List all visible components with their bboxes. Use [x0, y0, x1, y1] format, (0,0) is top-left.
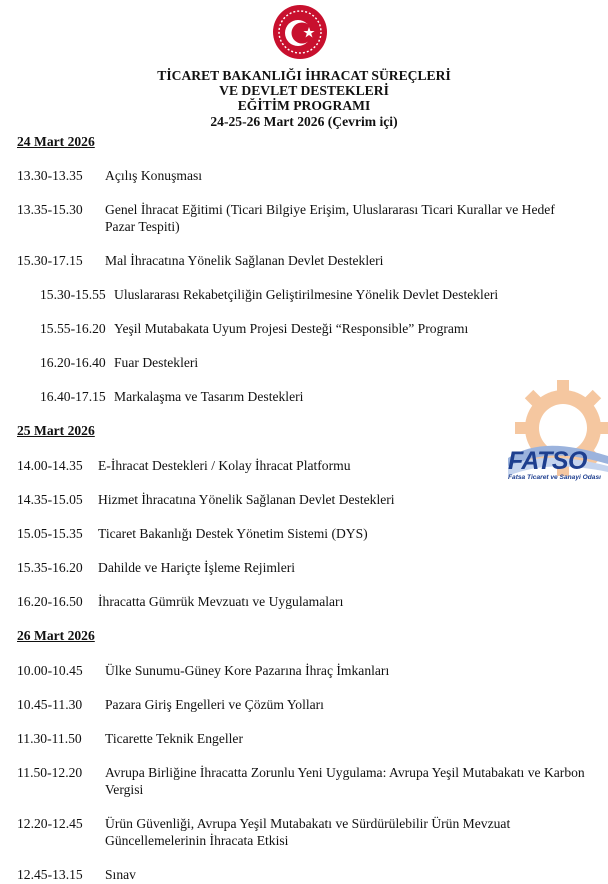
session-title: Ülke Sunumu-Güney Kore Pazarına İhraç İmkanları	[105, 663, 390, 678]
session-title: Pazara Giriş Engelleri ve Çözüm Yolları	[105, 697, 324, 712]
program-title-line-3: EĞİTİM PROGRAMI	[237, 98, 371, 113]
session-title: Avrupa Birliğine İhracatta Zorunlu Yeni Uygulama: Avrupa Yeşil Mutabakatı ve Karbon Vergisi	[105, 765, 585, 797]
session-time: 10.45-11.30	[17, 697, 83, 712]
session-time: 12.45-13.15	[17, 867, 83, 882]
schedule-row	[17, 457, 585, 474]
session-title: Yeşil Mutabakata Uyum Projesi Desteği “Responsible” Programı	[114, 321, 469, 336]
fatso-watermark-label: FATSO	[508, 447, 587, 475]
schedule-row	[17, 525, 585, 542]
schedule-row	[17, 252, 585, 269]
day-heading-2: 25 Mart 2026	[17, 423, 95, 438]
session-time: 10.00-10.45	[17, 663, 83, 678]
session-time: 14.35-15.05	[17, 492, 83, 507]
schedule-subrow	[40, 388, 585, 405]
ministry-logo	[271, 3, 329, 61]
schedule-row	[17, 167, 585, 184]
schedule-row	[17, 730, 585, 747]
session-title: Markalaşma ve Tasarım Destekleri	[114, 389, 304, 404]
session-title: İhracatta Gümrük Mevzuatı ve Uygulamaları	[98, 594, 344, 609]
schedule-row	[17, 559, 585, 576]
session-time: 13.30-13.35	[17, 168, 83, 183]
session-time: 16.20-16.40	[40, 355, 106, 370]
session-time: 13.35-15.30	[17, 202, 83, 217]
session-title: Ticarette Teknik Engeller	[105, 731, 243, 746]
session-time: 11.30-11.50	[17, 731, 82, 746]
session-title: Mal İhracatına Yönelik Sağlanan Devlet Destekleri	[105, 253, 384, 268]
schedule-row	[17, 815, 585, 849]
fatso-watermark-subtitle: Fatsa Ticaret ve Sanayi Odası	[508, 474, 601, 481]
day-heading-3: 26 Mart 2026	[17, 628, 95, 643]
session-title: E-İhracat Destekleri / Kolay İhracat Platformu	[98, 458, 351, 473]
session-title: Uluslararası Rekabetçiliğin Geliştirilmesine Yönelik Devlet Destekleri	[114, 287, 499, 302]
schedule-subrow	[40, 286, 585, 303]
session-time: 15.35-16.20	[17, 560, 83, 575]
session-title: Fuar Destekleri	[114, 355, 199, 370]
session-time: 11.50-12.20	[17, 765, 83, 780]
schedule-row	[17, 696, 585, 713]
session-time: 15.55-16.20	[40, 321, 106, 336]
schedule-row	[17, 201, 585, 235]
program-title-line-1: TİCARET BAKANLIĞI İHRACAT SÜREÇLERİ	[157, 68, 451, 83]
session-time: 15.30-17.15	[17, 253, 83, 268]
session-title: Hizmet İhracatına Yönelik Sağlanan Devlet Destekleri	[98, 492, 395, 507]
program-dates: 24-25-26 Mart 2026 (Çevrim içi)	[210, 114, 398, 129]
session-time: 15.30-15.55	[40, 287, 106, 302]
schedule-row	[17, 662, 585, 679]
session-time: 15.05-15.35	[17, 526, 83, 541]
day-heading-1: 24 Mart 2026	[17, 134, 95, 149]
session-time: 12.20-12.45	[17, 816, 83, 831]
session-time: 16.20-16.50	[17, 594, 83, 609]
schedule-subrow	[40, 354, 585, 371]
program-title-line-2: VE DEVLET DESTEKLERİ	[219, 83, 389, 98]
session-title: Genel İhracat Eğitimi (Ticari Bilgiye Erişim, Uluslararası Ticari Kurallar ve Hedef Pazar Tespiti)	[105, 202, 555, 234]
schedule-row	[17, 593, 585, 610]
schedule-subrow	[40, 320, 585, 337]
schedule-row	[17, 866, 585, 883]
session-time: 14.00-14.35	[17, 458, 83, 473]
session-time: 16.40-17.15	[40, 389, 106, 404]
schedule-row	[17, 764, 585, 798]
session-title: Dahilde ve Hariçte İşleme Rejimleri	[98, 560, 296, 575]
session-title: Ticaret Bakanlığı Destek Yönetim Sistemi (DYS)	[98, 526, 368, 541]
session-title: Ürün Güvenliği, Avrupa Yeşil Mutabakatı ve Sürdürülebilir Ürün Mevzuat Güncellemelerinin İhracata Etkisi	[105, 816, 511, 848]
session-title: Açılış Konuşması	[105, 168, 203, 183]
session-title: Sınav	[105, 867, 136, 882]
schedule-row	[17, 491, 585, 508]
